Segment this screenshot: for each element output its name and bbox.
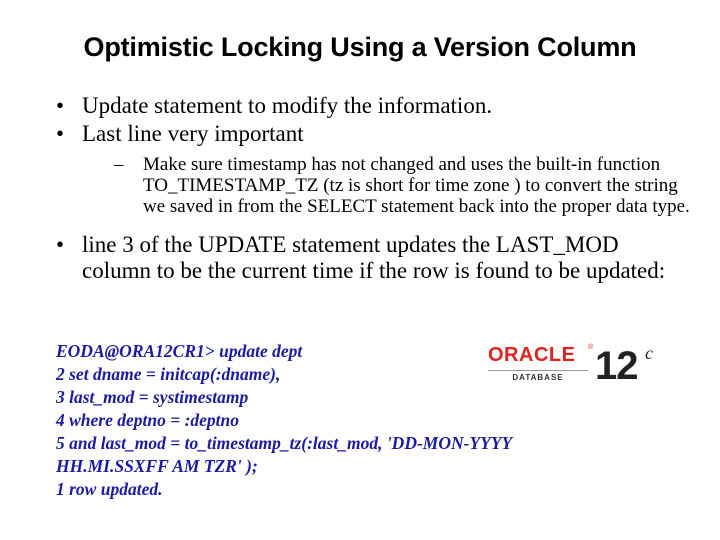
sub-bullet-item: [114, 154, 703, 217]
bullet-text: Last line very important: [82, 121, 304, 146]
bullet-item: [52, 120, 692, 148]
oracle-wordmark: ORACLE: [488, 344, 576, 366]
code-line: EODA@ORA12CR1> update dept: [56, 341, 303, 361]
code-line: 3 last_mod = systimestamp: [56, 387, 249, 407]
bullet-marker: •: [56, 232, 65, 257]
bullet-item: [52, 232, 692, 284]
registered-mark: ®: [588, 344, 594, 351]
code-line: 4 where deptno = :deptno: [56, 410, 240, 430]
code-line: HH.MI.SSXFF AM TZR' );: [56, 456, 258, 476]
bullet-marker: •: [56, 121, 65, 146]
bullet-list: [52, 92, 692, 284]
bullet-text: Update statement to modify the information.: [82, 93, 493, 118]
sub-bullet-marker: –: [114, 154, 124, 175]
version-suffix: c: [645, 343, 653, 363]
code-line: 5 and last_mod = to_timestamp_tz(:last_mod, 'DD-MON-YYYY: [56, 433, 513, 453]
version-number: 12: [595, 344, 638, 388]
sub-bullet-text: Make sure timestamp has not changed and uses the built-in function TO_TIMESTAMP_TZ (tz is short for time zone ) to convert the string we saved in from the SELECT statement back into the proper data type.: [143, 154, 690, 217]
database-label: DATABASE: [488, 370, 588, 385]
slide-title: Optimistic Locking Using a Version Column: [83, 32, 637, 62]
code-line: 2 set dname = initcap(:dname),: [56, 364, 281, 384]
oracle-database-12c-logo: [488, 344, 660, 390]
bullet-marker: •: [56, 93, 65, 118]
bullet-text: line 3 of the UPDATE statement updates the LAST_MOD column to be the current time if the row is found to be updated:: [82, 232, 666, 283]
code-line: 1 row updated.: [56, 479, 163, 499]
bullet-item: [52, 92, 692, 120]
